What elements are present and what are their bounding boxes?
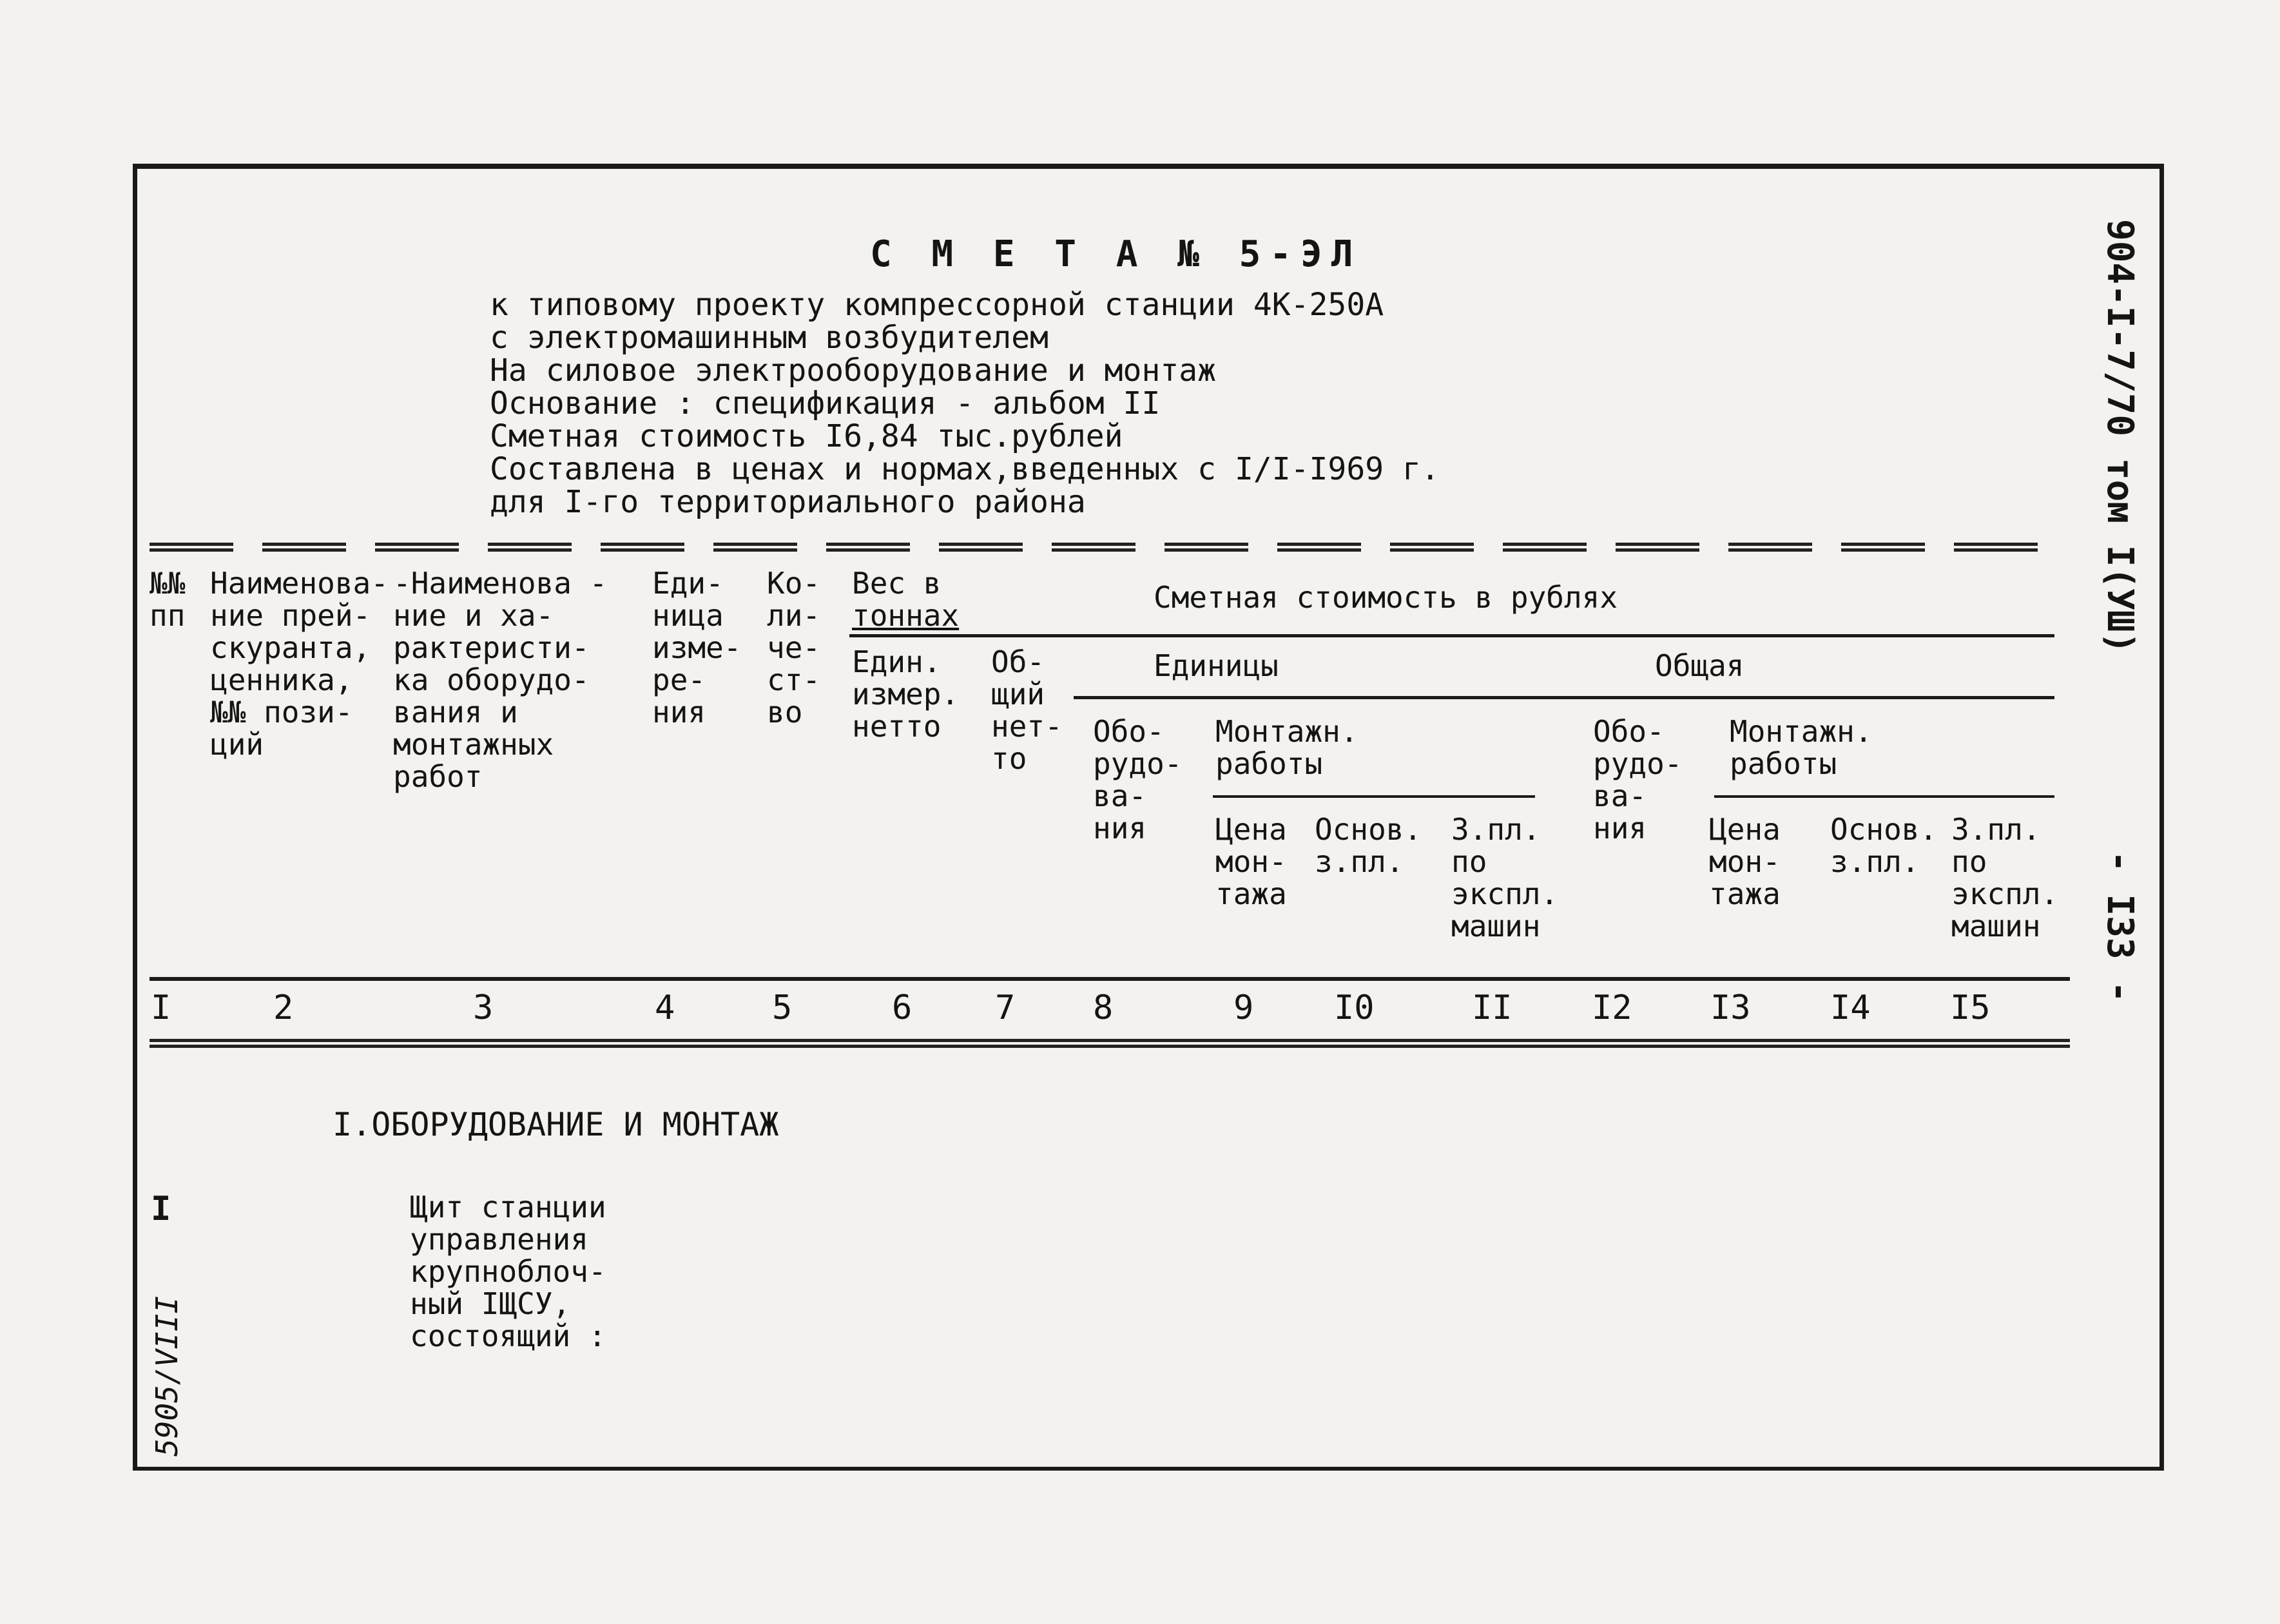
header-line: Основание : спецификация - альбом II — [490, 385, 1161, 421]
mount-unit-rule — [1213, 795, 1535, 798]
table-top-rule — [150, 543, 2057, 552]
header-line: к типовому проекту компрессорной станции 4К-250А — [490, 287, 1384, 323]
header-col-15: З.пл. по экспл. машин — [1951, 812, 2059, 943]
column-number: 8 — [1093, 989, 1114, 1027]
header-col-12: Обо- рудо- ва- ния — [1593, 714, 1683, 846]
column-number: I — [151, 989, 171, 1027]
estimate-title: С М Е Т А № 5-ЭЛ — [870, 233, 1362, 275]
cost-group-header: Сметная стоимость в рублях — [1154, 580, 1618, 615]
total-group-header: Общая — [1655, 648, 1744, 683]
header-col-1: №№ пп — [150, 566, 186, 633]
row-description: Щит станции управления крупноблоч- ный IЩСУ, состоящий : — [410, 1190, 606, 1353]
row-number: I — [151, 1190, 171, 1228]
page-number: - I33 - — [2099, 851, 2141, 1003]
column-numbers-bottom-rule — [150, 1039, 2070, 1048]
column-number: 7 — [995, 989, 1016, 1027]
column-number: 6 — [892, 989, 913, 1027]
column-number: II — [1472, 989, 1512, 1027]
column-number: 4 — [655, 989, 675, 1027]
column-number: I0 — [1334, 989, 1375, 1027]
header-col-9: Цена мон- тажа — [1215, 812, 1287, 911]
header-col-7: Об- щий нет- то — [991, 644, 1063, 776]
column-number: 9 — [1233, 989, 1254, 1027]
column-number: 5 — [772, 989, 793, 1027]
column-numbers-top-rule — [150, 977, 2070, 981]
section-title: I.ОБОРУДОВАНИЕ И МОНТАЖ — [333, 1106, 779, 1143]
header-col-2: Наименова- ние прей- скуранта, ценника, №№ пози- ций — [210, 566, 389, 762]
header-line: для I-го территориального района — [490, 484, 1086, 520]
column-number: I4 — [1830, 989, 1871, 1027]
header-lines — [490, 289, 1440, 519]
column-number: 2 — [273, 989, 294, 1027]
header-col-14: Основ. з.пл. — [1830, 812, 1938, 879]
header-line: с электромашинным возбудителем — [490, 320, 1048, 356]
header-line: Сметная стоимость I6,84 тыс.рублей — [490, 418, 1123, 454]
header-line: Составлена в ценах и нормах,введенных с I/I-I969 г. — [490, 451, 1440, 487]
header-col-13: Цена мон- тажа — [1709, 812, 1781, 911]
margin-note: 5905/VIII — [150, 1295, 184, 1456]
header-col-5: Ко- ли- че- ст- во — [767, 566, 821, 730]
header-line: На силовое электрооборудование и монтаж — [490, 353, 1217, 389]
column-number: 3 — [473, 989, 494, 1027]
side-document-code: 904-I-7/70 том I(УШ) — [2099, 219, 2141, 654]
header-col-6: Един. измер. нетто — [852, 644, 960, 744]
column-number: I5 — [1950, 989, 1991, 1027]
header-col-4: Еди- ница изме- ре- ния — [652, 566, 742, 730]
unit-group-header: Единицы — [1154, 648, 1279, 683]
mount-total-header: Монтажн. работы — [1730, 714, 1873, 781]
mount-total-rule — [1714, 795, 2054, 798]
subgroup-rule — [1074, 696, 2054, 699]
header-col-3: -Наименова - ние и ха- рактеристи- ка оборудо- вания и монтажных работ — [393, 566, 608, 794]
cost-group-rule — [849, 634, 2054, 637]
column-number: I2 — [1592, 989, 1632, 1027]
header-col-11: З.пл. по экспл. машин — [1451, 812, 1559, 943]
mount-unit-header: Монтажн. работы — [1215, 714, 1358, 781]
header-col-10: Основ. з.пл. — [1315, 812, 1422, 879]
weight-group-header: Вес в тоннах — [852, 566, 960, 633]
header-col-8: Обо- рудо- ва- ния — [1093, 714, 1183, 846]
column-number: I3 — [1710, 989, 1751, 1027]
